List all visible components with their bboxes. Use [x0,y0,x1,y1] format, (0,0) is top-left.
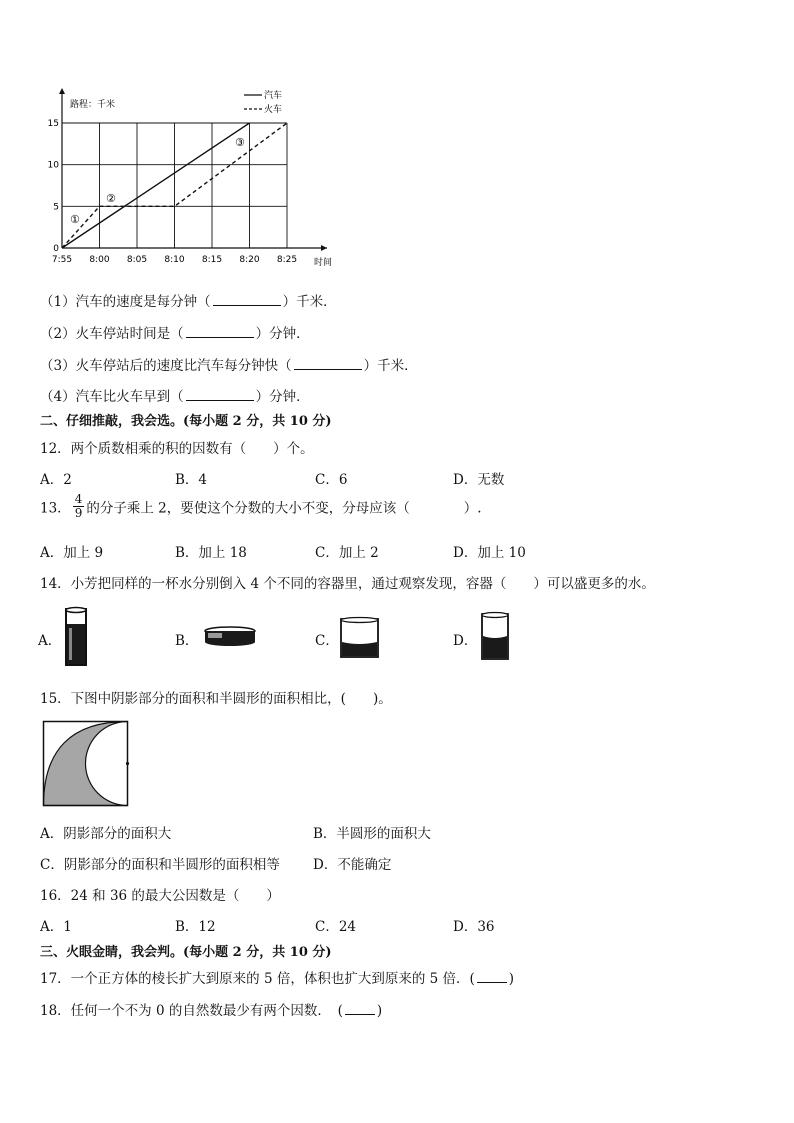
x-tick-label: 8:10 [164,255,185,265]
chart-ticks [48,119,298,265]
subquestion-4: （4）汽车比火车早到（ ）分钟． [40,389,310,405]
question-12: 12．两个质数相乘的积的因数有（ ）个。 [40,441,314,457]
circled-label-2: ② [106,192,116,205]
q14-option-b[interactable]: B． [175,633,199,649]
q13-option-b[interactable]: B．加上 18 [175,545,247,561]
x-tick-label: 8:25 [276,255,298,265]
fraction-4-9: $\frac{4}{9}$ [74,492,83,520]
q16-option-a[interactable]: A．1 [40,919,72,935]
q12-option-b[interactable]: B．4 [175,472,208,488]
q15-option-c[interactable]: C．阴影部分的面积和半圆形的面积相等 [40,857,280,873]
circled-label-3: ③ [235,136,245,149]
y-tick-label: 15 [47,119,59,129]
chart-legend [244,89,282,115]
series-line-汽车 [62,123,250,248]
section-3-heading: 三、火眼金睛，我会判。(每小题 2 分，共 10 分) [40,945,332,960]
circled-label-1: ① [70,213,80,226]
x-axis-arrow [321,245,327,251]
q16-option-b[interactable]: B．12 [175,919,216,935]
q14-option-a[interactable]: A． [38,633,62,649]
q15-option-a[interactable]: A．阴影部分的面积大 [40,826,172,842]
shaded-area-figure [42,720,132,808]
x-tick-label: 8:00 [89,255,110,265]
q16-option-d[interactable]: D．36 [453,919,495,935]
q13-option-c[interactable]: C．加上 2 [315,545,379,561]
question-14: 14．小芳把同样的一杯水分别倒入 4 个不同的容器里，通过观察发现，容器（ ）可以盛更多的水。 [40,576,655,592]
y-axis-arrow [59,88,65,94]
chart-grid [62,123,287,248]
wide-short-container-image [338,614,382,660]
medium-container-image [478,610,512,662]
y-axis-label: 路程：千米 [70,100,116,110]
section-2-heading: 二、仔细推敲，我会选。(每小题 2 分，共 10 分) [40,414,332,429]
q14-option-d[interactable]: D． [453,633,478,649]
q15-option-d[interactable]: D．不能确定 [313,857,392,873]
answer-blank-3[interactable] [294,357,362,370]
answer-blank-1[interactable] [213,293,281,306]
q12-option-d[interactable]: D．无数 [453,472,505,488]
subquestion-2: （2）火车停站时间是（ ）分钟． [40,326,310,342]
legend-train: 火车 [264,105,283,115]
tall-narrow-container-image [62,606,90,668]
y-tick-label: 10 [47,160,59,171]
x-tick-label: 8:05 [126,255,148,265]
q16-option-c[interactable]: C．24 [315,919,357,935]
answer-blank-4[interactable] [186,388,254,401]
x-tick-label: 8:20 [239,255,260,265]
q14-option-c[interactable]: C． [315,633,339,649]
x-axis-label: 时间 [314,258,333,268]
answer-blank-2[interactable] [186,325,254,338]
line-chart [47,84,350,270]
question-15: 15．下图中阴影部分的面积和半圆形的面积相比，( )。 [40,691,392,707]
flat-wide-container-image [202,624,258,650]
question-17: 17．一个正方体的棱长扩大到原来的 5 倍，体积也扩大到原来的 5 倍．( ) [40,971,515,987]
x-tick-label: 7:55 [51,255,73,265]
q12-option-a[interactable]: A．2 [40,472,72,488]
subquestion-3: （3）火车停站后的速度比汽车每分钟快（ ）千米． [40,358,418,374]
y-tick-label: 5 [53,202,59,213]
question-18: 18．任何一个不为 0 的自然数最少有两个因数． ( ) [40,1003,383,1019]
judge-blank-17[interactable] [477,970,507,983]
subquestion-1: （1）汽车的速度是每分钟（ ）千米． [40,294,337,310]
legend-car: 汽车 [264,91,283,101]
q13-option-a[interactable]: A．加上 9 [40,545,104,561]
q13-option-d[interactable]: D．加上 10 [453,545,526,561]
q12-option-c[interactable]: C．6 [315,472,348,488]
y-tick-label: 0 [53,244,59,254]
question-13: 13． $\frac{4}{9}$ 的分子乘上 2，要使这个分数的大小不变，分母应该（ ）. [40,492,482,520]
q15-option-b[interactable]: B．半圆形的面积大 [313,826,431,842]
question-16: 16．24 和 36 的最大公因数是（ ） [40,888,280,904]
judge-blank-18[interactable] [345,1002,375,1015]
x-tick-label: 8:15 [201,255,223,265]
